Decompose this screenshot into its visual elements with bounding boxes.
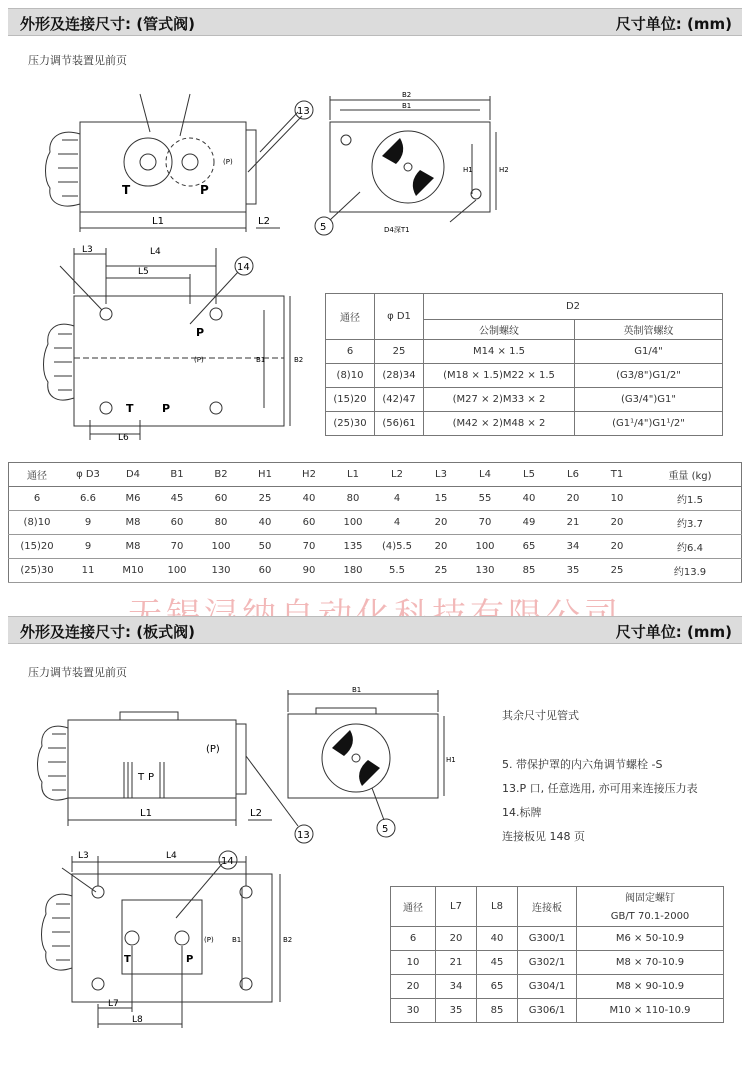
th-plate: 连接板: [518, 887, 577, 927]
cell: 70: [463, 511, 507, 535]
cell: 15: [419, 487, 463, 511]
label-p-top: P: [196, 326, 205, 339]
callout-5: 5: [382, 824, 389, 835]
cell: 约3.7: [639, 511, 742, 535]
cell: 11: [65, 559, 111, 583]
cell: M8: [111, 511, 155, 535]
note-13: 13.P 口, 任意选用, 亦可用来连接压力表: [502, 782, 698, 795]
th-l3: L3: [419, 463, 463, 487]
cell: 130: [463, 559, 507, 583]
label-t-top: T: [126, 402, 134, 415]
th-l2: L2: [375, 463, 419, 487]
label-l6: L6: [118, 433, 129, 443]
cell: 10: [391, 951, 436, 975]
label-l2-plate: L2: [250, 808, 262, 819]
drawing-plate-side: [280, 684, 460, 844]
th-d3: φ D3: [65, 463, 111, 487]
label-l1: L1: [152, 216, 164, 227]
table-row: [391, 975, 724, 999]
cell: 85: [507, 559, 551, 583]
label-l5: L5: [138, 267, 149, 277]
cell: 5.5: [375, 559, 419, 583]
cell: (8)10: [9, 511, 66, 535]
table-plate-bolts: [390, 886, 724, 1023]
label-h1-plate: H1: [446, 756, 456, 764]
cell: 6: [326, 340, 375, 364]
table-row: [9, 487, 742, 511]
cell: 40: [477, 927, 518, 951]
cell: (56)61: [375, 412, 424, 436]
cell: 60: [199, 487, 243, 511]
table-row: [391, 927, 724, 951]
th-dn: 通径: [391, 887, 436, 927]
callout-14: 14: [221, 856, 234, 867]
cell: 90: [287, 559, 331, 583]
cell: 70: [287, 535, 331, 559]
cell: 80: [199, 511, 243, 535]
cell: M14 × 1.5: [424, 340, 575, 364]
label-b2: B2: [402, 91, 412, 99]
cell: 约1.5: [639, 487, 742, 511]
label-b1: B1: [402, 102, 412, 110]
label-l8: L8: [132, 1015, 143, 1025]
th-h1: H1: [243, 463, 287, 487]
drawing-pipe-front: [40, 82, 330, 242]
th-d4: D4: [111, 463, 155, 487]
cell: 6.6: [65, 487, 111, 511]
table-row: [391, 999, 724, 1023]
label-l7: L7: [108, 999, 119, 1009]
cell: 20: [391, 975, 436, 999]
cell: 20: [419, 535, 463, 559]
arrow-shape-upper: [332, 730, 353, 756]
cell: (M42 × 2)M48 × 2: [424, 412, 575, 436]
label-l4-plate: L4: [166, 851, 177, 861]
cell: 49: [507, 511, 551, 535]
cell: G306/1: [518, 999, 577, 1023]
cell: G300/1: [518, 927, 577, 951]
label-p-port: (P): [223, 158, 233, 166]
cell: 85: [477, 999, 518, 1023]
label-p: P: [200, 183, 209, 197]
cell: 10: [595, 487, 639, 511]
table-row: [391, 951, 724, 975]
cell: 20: [419, 511, 463, 535]
cell: 25: [595, 559, 639, 583]
table-pipe-thread: [325, 293, 723, 436]
table-row: [326, 364, 723, 388]
cell: 135: [331, 535, 375, 559]
section-title: 外形及连接尺寸: (板式阀): [20, 623, 195, 641]
table-row: [9, 559, 742, 583]
cell: 35: [436, 999, 477, 1023]
cell: (15)20: [326, 388, 375, 412]
cell: G1/4": [575, 340, 723, 364]
section-title: 外形及连接尺寸: (管式阀): [20, 15, 195, 33]
note-plate-ref: 连接板见 148 页: [502, 830, 585, 843]
pressure-note: 压力调节装置见前页: [28, 666, 127, 679]
th-l6: L6: [551, 463, 595, 487]
cell: 约13.9: [639, 559, 742, 583]
cell: M8 × 90-10.9: [577, 975, 724, 999]
unit-label: 尺寸单位: (mm): [615, 623, 732, 641]
label-d4: D4深T1: [384, 226, 410, 234]
label-l2: L2: [258, 216, 270, 227]
th-l1: L1: [331, 463, 375, 487]
th-metric: 公制螺纹: [424, 320, 575, 340]
label-l3: L3: [82, 245, 93, 255]
drawing-pipe-top: [40, 244, 330, 454]
cell: 34: [436, 975, 477, 999]
cell: 100: [155, 559, 199, 583]
th-l7: L7: [436, 887, 477, 927]
cell: 40: [507, 487, 551, 511]
cell: 130: [199, 559, 243, 583]
cell: G304/1: [518, 975, 577, 999]
th-l8: L8: [477, 887, 518, 927]
th-l5: L5: [507, 463, 551, 487]
cell: 180: [331, 559, 375, 583]
table-row: [326, 340, 723, 364]
cell: 约6.4: [639, 535, 742, 559]
cell: G302/1: [518, 951, 577, 975]
callout-5: 5: [320, 222, 327, 233]
cell: 35: [551, 559, 595, 583]
label-l3-plate: L3: [78, 851, 89, 861]
cell: M8 × 70-10.9: [577, 951, 724, 975]
label-h2: H2: [499, 166, 509, 174]
cell: (25)30: [326, 412, 375, 436]
cell: 21: [551, 511, 595, 535]
pressure-note: 压力调节装置见前页: [28, 54, 127, 67]
arrow-shape-lower: [359, 760, 380, 786]
cell: 34: [551, 535, 595, 559]
cell: M6 × 50-10.9: [577, 927, 724, 951]
cell: 6: [391, 927, 436, 951]
cell: (25)30: [9, 559, 66, 583]
cell: (M27 × 2)M33 × 2: [424, 388, 575, 412]
cell: 65: [507, 535, 551, 559]
table-dimensions: [8, 462, 742, 583]
table-row: [326, 388, 723, 412]
label-t-plate: T: [138, 772, 145, 783]
cell: (G3/4")G1": [575, 388, 723, 412]
cell: 6: [9, 487, 66, 511]
th-l4: L4: [463, 463, 507, 487]
cell: 65: [477, 975, 518, 999]
th-imperial: 英制管螺纹: [575, 320, 723, 340]
th-t1: T1: [595, 463, 639, 487]
label-b2-top: B2: [294, 356, 304, 364]
label-p-side-plate: (P): [204, 936, 214, 944]
section-header-plate: [8, 616, 742, 644]
unit-label: 尺寸单位: (mm): [615, 15, 732, 33]
th-d2: D2: [424, 294, 723, 320]
table-row: [326, 412, 723, 436]
th-h2: H2: [287, 463, 331, 487]
cell: 25: [419, 559, 463, 583]
cell: 45: [155, 487, 199, 511]
cell: M8: [111, 535, 155, 559]
cell: 4: [375, 511, 419, 535]
note-other-dims: 其余尺寸见管式: [502, 709, 579, 722]
cell: 40: [243, 511, 287, 535]
label-h1: H1: [463, 166, 473, 174]
label-t: T: [122, 183, 131, 197]
label-p-side: (P): [194, 356, 204, 364]
th-bolt: 阀固定螺钉: [577, 887, 724, 907]
cell: M10: [111, 559, 155, 583]
cell: 80: [331, 487, 375, 511]
label-l1-plate: L1: [140, 808, 152, 819]
cell: 25: [375, 340, 424, 364]
cell: 45: [477, 951, 518, 975]
cell: 20: [595, 511, 639, 535]
th-dn: 通径: [9, 463, 66, 487]
cell: 4: [375, 487, 419, 511]
cell: 100: [199, 535, 243, 559]
cell: 21: [436, 951, 477, 975]
cell: 60: [155, 511, 199, 535]
th-weight: 重量 (kg): [639, 463, 742, 487]
th-b1: B1: [155, 463, 199, 487]
cell: 60: [287, 511, 331, 535]
label-p-plate: P: [148, 772, 155, 783]
cell: (4)5.5: [375, 535, 419, 559]
cell: (8)10: [326, 364, 375, 388]
cell: 60: [243, 559, 287, 583]
label-b1-top: B1: [256, 356, 266, 364]
th-d1: φ D1: [375, 294, 424, 340]
th-b2: B2: [199, 463, 243, 487]
cell: (G1¹/4")G1¹/2": [575, 412, 723, 436]
label-b2-plate-top: B2: [283, 936, 293, 944]
label-p-port-plate: (P): [206, 744, 220, 755]
arrow-shape-lower: [413, 170, 434, 196]
cell: (42)47: [375, 388, 424, 412]
drawing-pipe-side: [300, 82, 510, 242]
cell: (15)20: [9, 535, 66, 559]
label-p-bottom: P: [162, 402, 171, 415]
cell: 20: [551, 487, 595, 511]
cell: 20: [595, 535, 639, 559]
note-14: 14.标牌: [502, 806, 542, 819]
callout-13: 13: [297, 106, 310, 117]
label-t-plate-top: T: [124, 954, 131, 965]
table-row: [9, 535, 742, 559]
note-5: 5. 带保护罩的内六角调节螺栓 -S: [502, 758, 663, 771]
cell: 30: [391, 999, 436, 1023]
cell: M6: [111, 487, 155, 511]
cell: 100: [331, 511, 375, 535]
callout-14: 14: [237, 262, 250, 273]
label-b1-plate: B1: [352, 686, 362, 694]
cell: 20: [436, 927, 477, 951]
arrow-shape-upper: [382, 138, 403, 164]
cell: 70: [155, 535, 199, 559]
label-l4: L4: [150, 247, 161, 257]
cell: 9: [65, 535, 111, 559]
drawing-plate-top: [36, 848, 336, 1038]
cell: 100: [463, 535, 507, 559]
cell: 40: [287, 487, 331, 511]
callout-13: 13: [297, 830, 310, 841]
cell: (28)34: [375, 364, 424, 388]
cell: 50: [243, 535, 287, 559]
section-header-pipe: [8, 8, 742, 36]
cell: (M18 × 1.5)M22 × 1.5: [424, 364, 575, 388]
cell: M10 × 110-10.9: [577, 999, 724, 1023]
label-p-plate-top: P: [186, 954, 194, 965]
cell: 25: [243, 487, 287, 511]
label-b1-plate-top: B1: [232, 936, 242, 944]
cell: 55: [463, 487, 507, 511]
th-dn: 通径: [326, 294, 375, 340]
table-row: [9, 511, 742, 535]
cell: (G3/8")G1/2": [575, 364, 723, 388]
th-std: GB/T 70.1-2000: [577, 907, 724, 927]
cell: 9: [65, 511, 111, 535]
